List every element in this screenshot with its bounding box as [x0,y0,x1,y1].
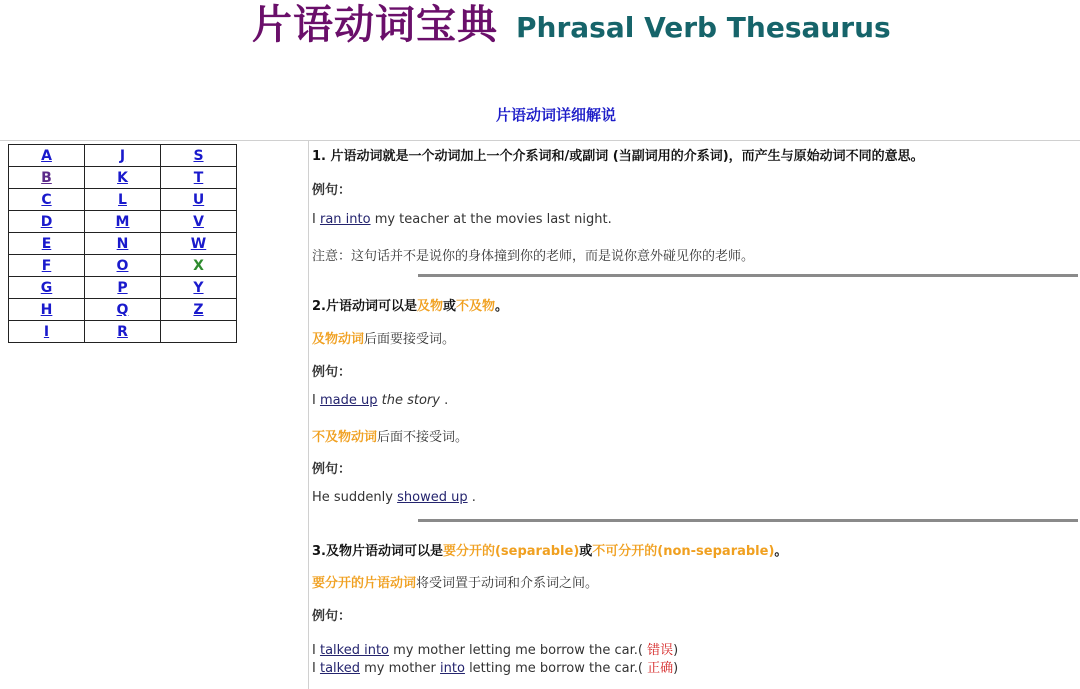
phrase-into: into [440,661,465,676]
letter-link-d[interactable]: D [40,213,53,230]
letter-link-q[interactable]: Q [116,301,129,318]
divider-vertical [308,140,309,689]
alphabet-index [8,144,237,343]
section-rule [418,519,1078,522]
letter-link-m[interactable]: M [115,213,130,230]
letter-link-h[interactable]: H [40,301,53,318]
letter-link-u[interactable]: U [192,191,205,208]
phrase-made-up: made up [319,393,378,408]
title-chinese: 片语动词宝典 [252,2,498,48]
letter-link-t[interactable]: T [193,169,204,186]
intransitive-definition: 不及物动词后面不接受词。 [312,430,469,445]
phrase-talked-into: talked into [319,643,389,658]
letter-link-w[interactable]: W [190,235,207,252]
section2-heading: 2.片语动词可以是及物或不及物。 [312,299,509,314]
section1-example: I ran into my teacher at the movies last night. [312,212,612,227]
letter-link-a[interactable]: A [41,147,52,164]
section3-heading: 3.及物片语动词可以是要分开的(separable)或不可分开的(non-separable)。 [312,544,788,559]
phrase-ran-into: ran into [319,212,371,227]
letter-link-y[interactable]: Y [193,279,204,296]
letter-link-v[interactable]: V [193,213,204,230]
wrong-mark: 错误 [647,643,674,658]
section1-note: 注意：这句话并不是说你的身体撞到你的老师，而是说你意外碰见你的老师。 [312,249,755,264]
section-rule [418,274,1078,277]
section1-heading: 1. 片语动词就是一个动词加上一个介系词和/或副词 (当副词用的介系词)，而产生与原始动词不同的意思。 [312,149,924,164]
section3-example-right: I talked my mother into letting me borrow the car.( 正确) [312,661,679,676]
letter-link-x[interactable]: X [193,257,204,274]
phrase-showed-up: showed up [397,490,468,505]
transitive-definition: 及物动词后面要接受词。 [312,332,456,347]
section2-example-2: He suddenly showed up . [312,490,476,505]
letter-link-e[interactable]: E [41,235,52,252]
page-header [0,0,1080,60]
letter-link-k[interactable]: K [117,169,128,186]
empty-cell [161,321,237,343]
correct-mark: 正确 [647,661,674,676]
letter-link-o[interactable]: O [116,257,129,274]
section3-example-wrong: I talked into my mother letting me borrow the car.( 错误) [312,643,679,658]
letter-link-g[interactable]: G [40,279,53,296]
letter-link-f[interactable]: F [41,257,52,274]
page-subtitle: 片语动词详细解说 [495,106,616,124]
letter-link-n[interactable]: N [116,235,129,252]
letter-link-c[interactable]: C [41,191,52,208]
letter-link-i[interactable]: I [43,323,50,340]
letter-link-l[interactable]: L [118,191,127,208]
letter-link-p[interactable]: P [117,279,128,296]
section2-example-label-2: 例句： [312,462,352,477]
letter-link-s[interactable]: S [193,147,204,164]
letter-link-j[interactable]: J [119,147,126,164]
divider-horizontal [0,140,1080,141]
letter-link-r[interactable]: R [117,323,128,340]
letter-link-z[interactable]: Z [193,301,204,318]
section2-example-label-1: 例句： [312,365,352,380]
section3-example-label: 例句： [312,609,352,624]
separable-definition: 要分开的片语动词将受词置于动词和介系词之间。 [312,576,599,591]
phrase-talked: talked [319,661,360,676]
letter-link-b[interactable]: B [41,169,52,186]
section1-example-label: 例句： [312,183,352,198]
title-english: Phrasal Verb Thesaurus [516,11,891,44]
section2-example-1: I made up the story . [312,393,449,408]
